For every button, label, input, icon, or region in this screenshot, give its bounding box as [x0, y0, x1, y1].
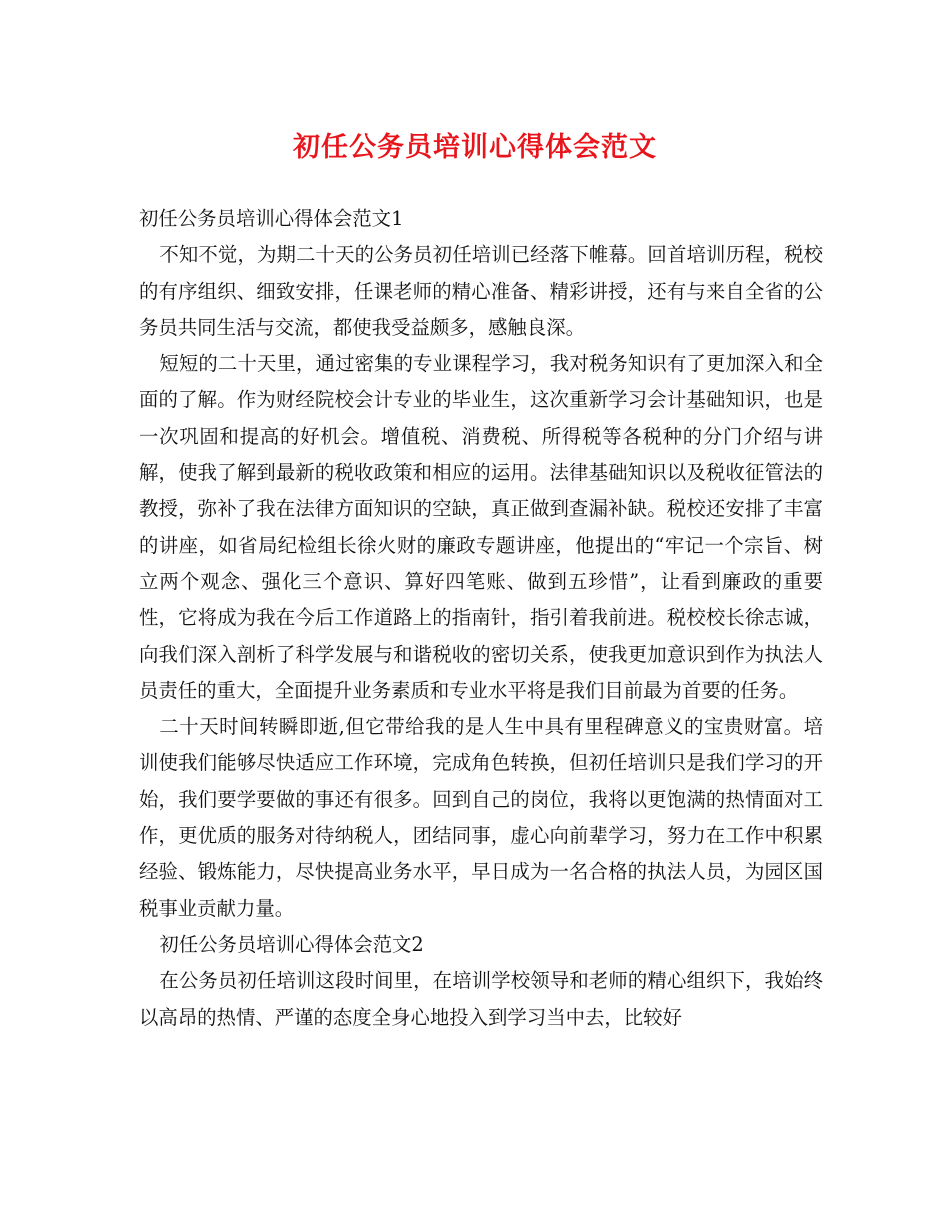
paragraph: 不知不觉，为期二十天的公务员初任培训已经落下帷幕。回首培训历程，税校的有序组织、细致安排，任课老师的精心准备、精彩讲授，还有与来自全省的公务员共同生活与交流，都使我受益颇多，感触良深。: [139, 243, 823, 339]
document-body: [139, 201, 823, 1036]
section-heading-1: 初任公务员培训心得体会范文1: [139, 207, 404, 230]
section-heading-2: 初任公务员培训心得体会范文2: [159, 932, 424, 956]
paragraph: 短短的二十天里，通过密集的专业课程学习，我对税务知识有了更加深入和全面的了解。作为财经院校会计专业的毕业生，这次重新学习会计基础知识，也是一次巩固和提高的好机会。增值税、消费税、所得税等各税种的分门介绍与讲解，使我了解到最新的税收政策和相应的运用。法律基础知识以及税收征管法的教授，弥补了我在法律方面知识的空缺，真正做到查漏补缺。税校还安排了丰富的讲座，如省局纪检组长徐火财的廉政专题讲座，他提出的“牢记一个宗旨、树立两个观念、强化三个意识、算好四笔账、做到五珍惜”，让看到廉政的重要性，它将成为我在今后工作道路上的指南针，指引着我前进。税校校长徐志诚，向我们深入剖析了科学发展与和谐税收的密切关系，使我更加意识到作为执法人员责任的重大，全面提升业务素质和专业水平将是我们目前最为首要的任务。: [139, 352, 823, 702]
paragraph: 二十天时间转瞬即逝,但它带给我的是人生中具有里程碑意义的宝贵财富。培训使我们能够尽快适应工作环境，完成角色转换，但初任培训只是我们学习的开始，我们要学要做的事还有很多。回到自己的岗位，我将以更饱满的热情面对工作，更优质的服务对待纳税人，团结同事，虚心向前辈学习，努力在工作中积累经验、锻炼能力，尽快提高业务水平，早日成为一名合格的执法人员，为园区国税事业贡献力量。: [139, 715, 823, 920]
paragraph: 在公务员初任培训这段时间里，在培训学校领导和老师的精心组织下，我始终以高昂的热情、严谨的态度全身心地投入到学习当中去，比较好: [139, 969, 823, 1029]
document-title: 初任公务员培训心得体会范文: [293, 132, 657, 163]
